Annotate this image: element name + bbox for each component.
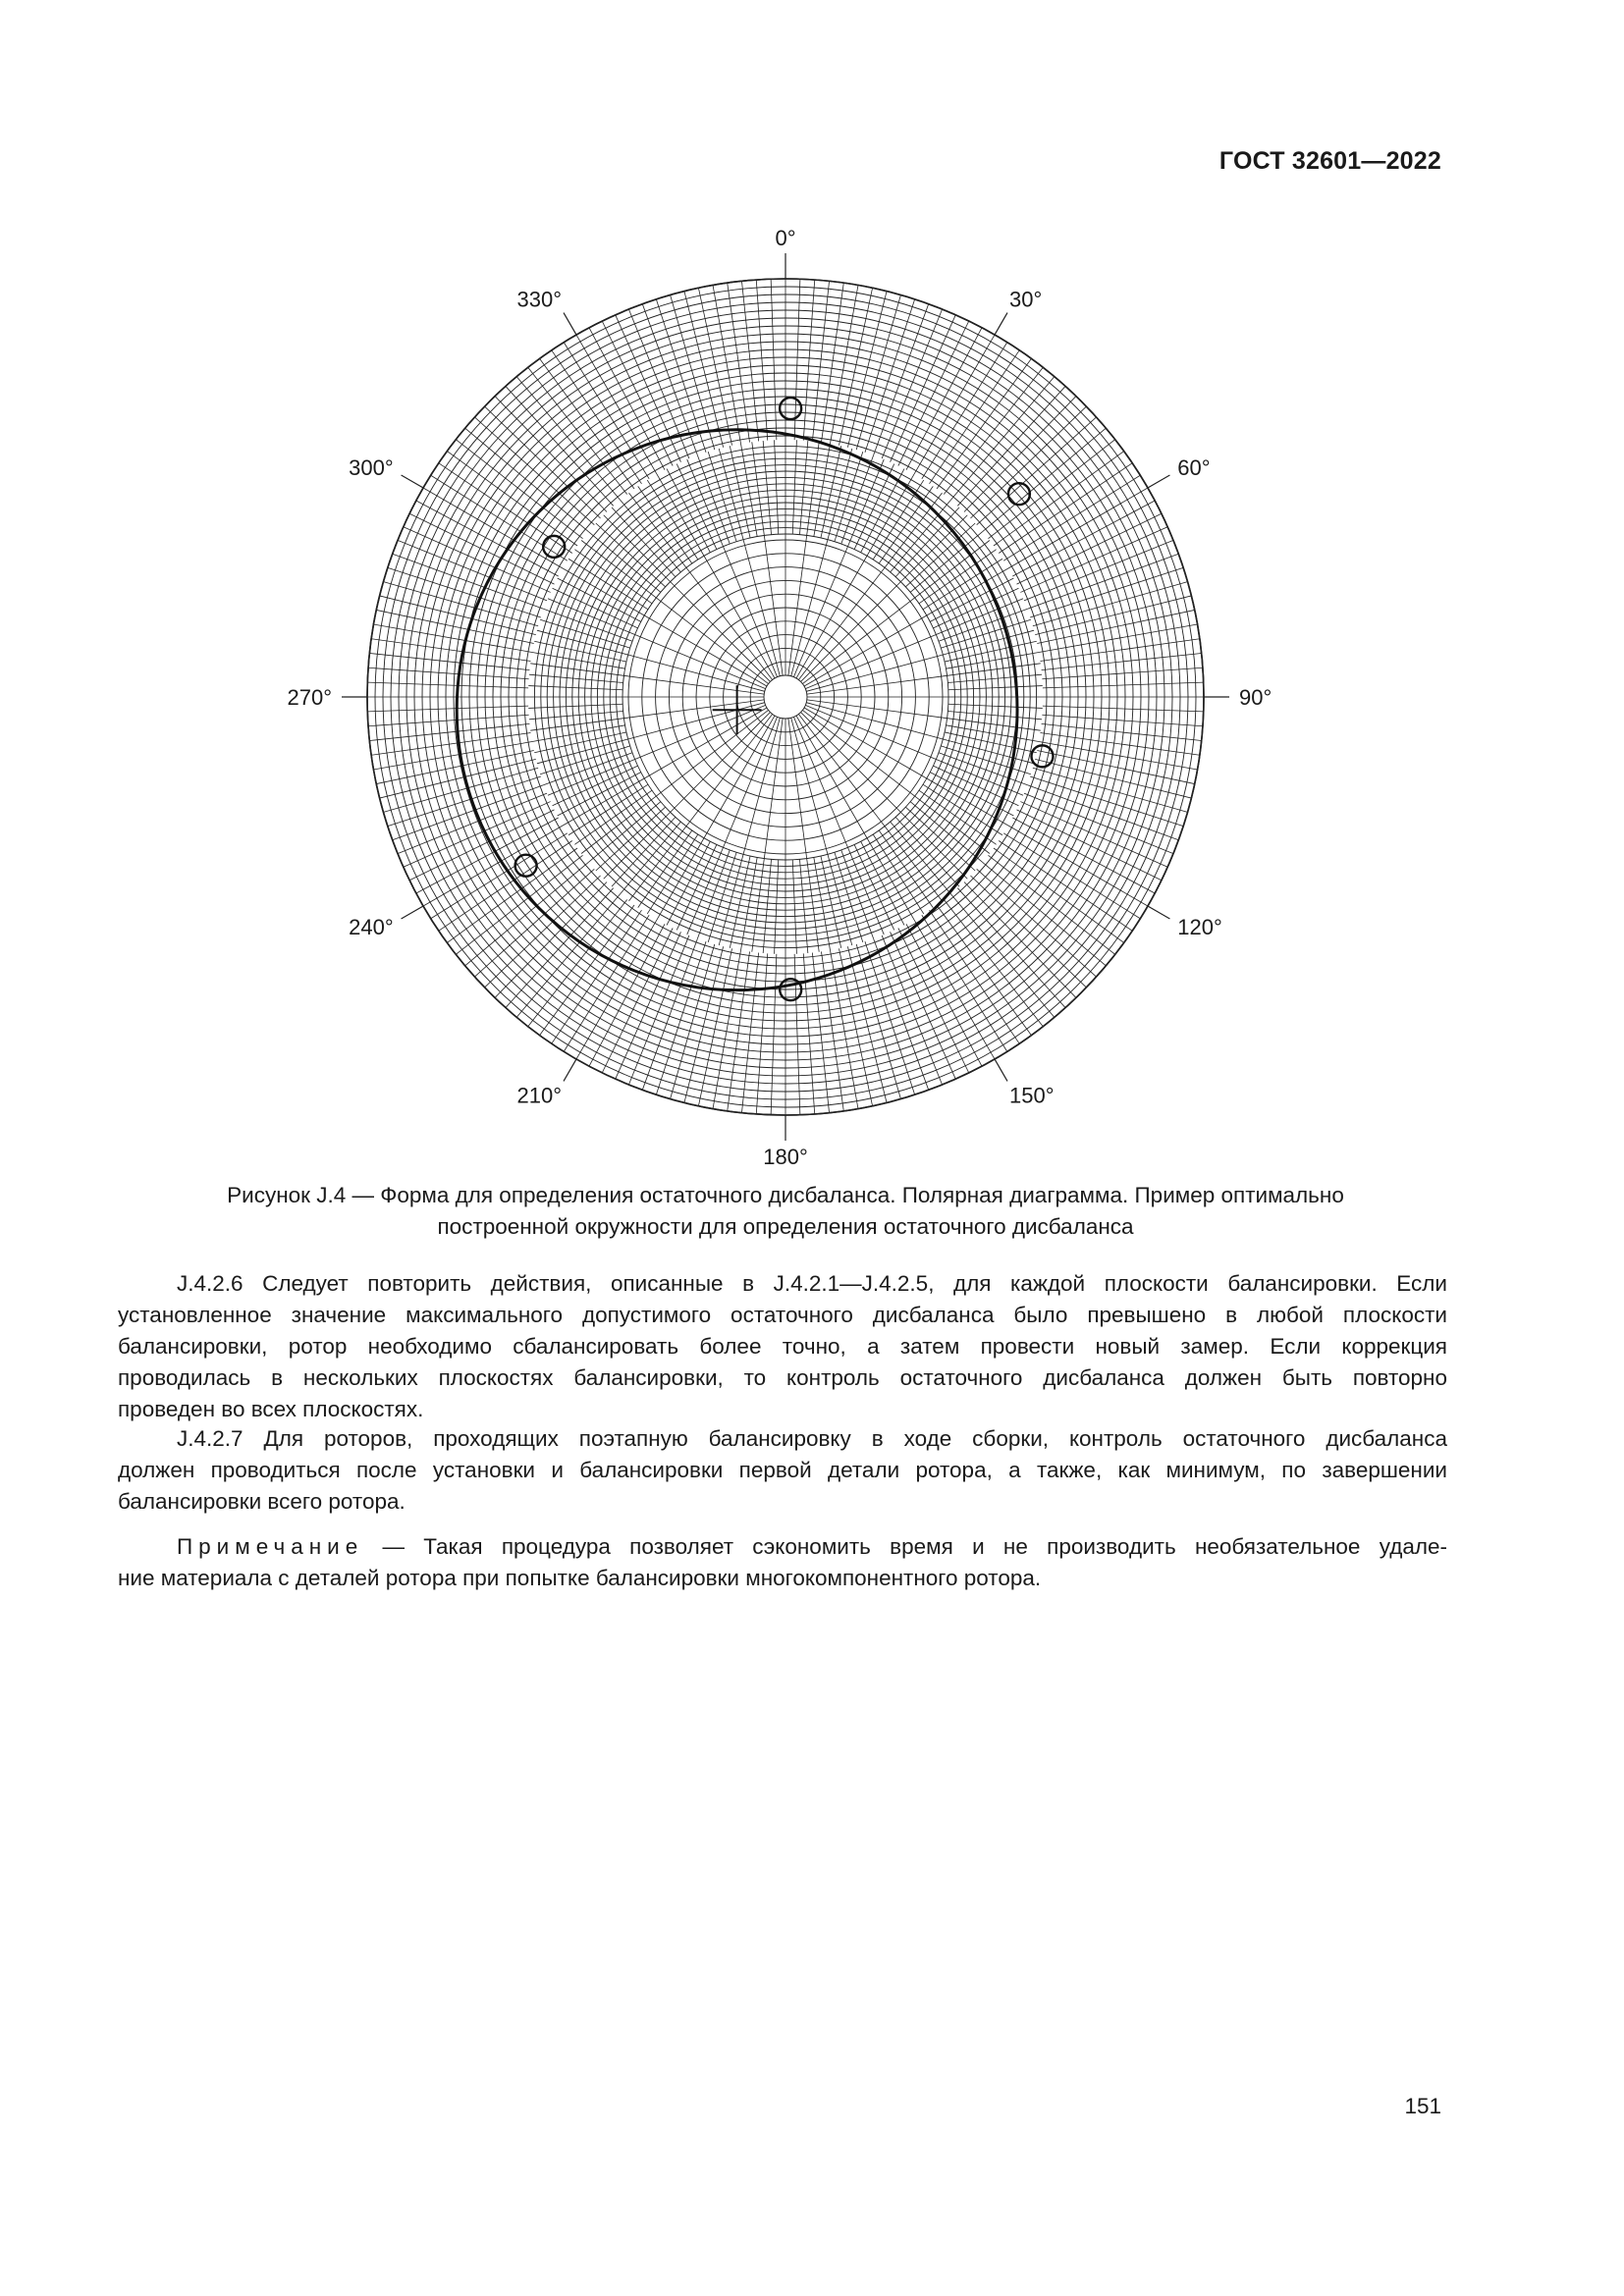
grid-spoke	[657, 474, 704, 556]
standard-header: ГОСТ 32601—2022	[1218, 147, 1441, 175]
figure-caption	[137, 1180, 1434, 1243]
grid-spoke	[798, 714, 885, 826]
angle-tick	[1148, 475, 1170, 488]
grid-spoke	[943, 630, 1034, 655]
grid-spoke	[529, 674, 623, 682]
grid-spoke	[792, 860, 796, 954]
grid-spoke	[516, 377, 620, 501]
grid-spoke	[409, 810, 554, 881]
angle-label-0: 0°	[775, 226, 796, 250]
note-label: Примечание	[177, 1534, 364, 1559]
note-line	[118, 1531, 1447, 1563]
paragraph-line: должен проводиться после установки и балансировки первой детали ротора, а также, как минимум, по завершении	[118, 1458, 1447, 1482]
grid-spoke	[752, 442, 765, 535]
grid-spoke	[947, 664, 1041, 676]
angle-tick	[564, 1059, 576, 1082]
grid-spoke	[807, 675, 947, 694]
grid-ring	[764, 675, 807, 719]
grid-spoke	[686, 567, 773, 679]
grid-spoke	[854, 464, 894, 550]
grid-spoke	[656, 598, 768, 684]
grid-spoke	[947, 719, 1041, 731]
grid-spoke	[589, 328, 665, 470]
trial-point	[543, 536, 565, 558]
grid-spoke	[447, 848, 577, 942]
polar-grid	[367, 279, 1204, 1115]
angle-label-30: 30°	[1009, 287, 1043, 312]
grid-spoke	[803, 953, 814, 1114]
grid-spoke	[558, 773, 641, 816]
grid-spoke	[948, 686, 1043, 690]
grid-spoke	[865, 299, 915, 453]
grid-spoke	[368, 667, 529, 678]
angle-label-180: 180°	[763, 1145, 808, 1169]
angle-label-330: 330°	[516, 287, 562, 312]
grid-spoke	[771, 279, 777, 440]
grid-spoke	[553, 766, 638, 806]
grid-spoke	[638, 830, 692, 908]
grid-spoke	[919, 790, 997, 844]
grid-spoke	[964, 397, 1076, 512]
grid-spoke	[671, 582, 771, 682]
grid-spoke	[1016, 513, 1161, 584]
grid-spoke	[946, 653, 1039, 669]
grid-spoke	[994, 452, 1124, 546]
grid-spoke	[885, 827, 942, 901]
grid-spoke	[764, 719, 783, 859]
grid-spoke	[867, 838, 914, 920]
grid-spoke	[1043, 682, 1204, 688]
grid-spoke	[865, 941, 915, 1095]
grid-spoke	[369, 723, 529, 740]
grid-spoke	[532, 653, 625, 669]
paragraph-line: балансировки всего ротора.	[118, 1489, 406, 1514]
grid-spoke	[719, 854, 743, 945]
grid-spoke	[581, 796, 656, 853]
grid-spoke	[807, 700, 947, 719]
grid-spoke	[764, 535, 783, 675]
grid-spoke	[563, 778, 644, 826]
angle-tick	[402, 906, 424, 919]
grid-spoke	[821, 446, 841, 538]
grid-spoke	[741, 444, 758, 537]
angle-label-210: 210°	[516, 1083, 562, 1108]
grid-spoke	[964, 881, 1076, 997]
grid-spoke	[792, 440, 796, 534]
grid-spoke	[906, 328, 982, 470]
grid-spoke	[799, 859, 807, 953]
grid-spoke	[1043, 706, 1204, 712]
trial-point	[780, 398, 801, 419]
angle-label-300: 300°	[349, 455, 394, 480]
grid-spoke	[719, 449, 743, 540]
grid-spoke	[821, 283, 843, 442]
paragraph-line: J.4.2.6 Следует повторить действия, описанные в J.4.2.1—J.4.2.5, для каждой плоскости балансировки. Если	[177, 1271, 1447, 1296]
grid-spoke	[814, 857, 831, 950]
grid-spoke	[948, 704, 1043, 708]
grid-spoke	[532, 725, 625, 742]
grid-spoke	[528, 686, 623, 690]
grid-spoke	[602, 321, 673, 465]
angle-tick	[995, 1059, 1007, 1082]
caption-line-1: Рисунок J.4 — Форма для определения остаточного дисбаланса. Полярная диаграмма. Пример оптимально	[227, 1183, 1344, 1207]
paragraph-line: балансировки, ротор необходимо сбалансировать более точно, а затем провести новый замер. Если коррекция	[118, 1334, 1447, 1359]
grid-spoke	[409, 513, 554, 584]
grid-spoke	[629, 493, 686, 567]
grid-spoke	[563, 568, 644, 615]
grid-spoke	[741, 281, 758, 441]
grid-spoke	[530, 664, 623, 676]
grid-spoke	[656, 710, 768, 796]
grid-spoke	[369, 653, 529, 669]
grid-spoke	[574, 790, 652, 844]
grid-spoke	[927, 568, 1008, 615]
grid-spoke	[667, 469, 710, 553]
grid-spoke	[558, 578, 641, 621]
angle-tick	[995, 313, 1007, 336]
grid-spoke	[861, 841, 904, 925]
grid-spoke	[915, 796, 990, 853]
grid-spoke	[677, 844, 717, 930]
grid-spoke	[771, 954, 777, 1115]
grid-spoke	[812, 281, 829, 441]
grid-spoke	[794, 954, 800, 1115]
grid-spoke	[879, 486, 933, 563]
grid-spoke	[741, 857, 758, 950]
grid-spoke	[728, 951, 750, 1110]
grid-spoke	[828, 449, 852, 540]
grid-spoke	[581, 541, 656, 598]
paragraph-line: проведен во всех плоскостях.	[118, 1397, 424, 1421]
grid-spoke	[371, 732, 530, 755]
paragraph-line: J.4.2.7 Для роторов, проходящих поэтапную балансировку в ходе сборки, контроль остаточного дисбаланса	[177, 1426, 1447, 1451]
grid-spoke	[798, 567, 885, 679]
grid-spoke	[574, 550, 652, 604]
paragraph-line: установленное значение максимального допустимого остаточного дисбаланса было превышено в любой плоскости	[118, 1303, 1447, 1327]
grid-spoke	[485, 406, 601, 518]
grid-spoke	[1030, 776, 1183, 827]
grid-spoke	[828, 854, 852, 945]
grid-spoke	[983, 428, 1107, 531]
grid-spoke	[950, 894, 1054, 1018]
grid-spoke	[367, 682, 528, 688]
grid-spoke	[752, 859, 765, 952]
grid-spoke	[994, 848, 1124, 942]
grid-spoke	[788, 535, 807, 675]
angle-tick	[402, 475, 424, 488]
grid-spoke	[540, 358, 634, 489]
grid-spoke	[937, 358, 1031, 489]
grid-spoke	[1012, 501, 1155, 576]
grid-spoke	[540, 905, 634, 1036]
grid-spoke	[802, 710, 914, 796]
grid-spoke	[589, 924, 665, 1066]
grid-spoke	[656, 299, 706, 453]
angle-label-120: 120°	[1177, 915, 1222, 939]
grid-spoke	[775, 860, 779, 954]
grid-spoke	[1016, 810, 1161, 881]
grid-spoke	[629, 827, 686, 901]
grid-spoke	[671, 713, 771, 813]
grid-spoke	[529, 711, 623, 719]
grid-spoke	[657, 838, 704, 920]
grid-spoke	[1012, 818, 1155, 893]
angle-labels	[287, 226, 1272, 1169]
grid-spoke	[814, 444, 831, 537]
grid-spoke	[970, 876, 1086, 988]
grid-spoke	[728, 283, 750, 442]
grid-spoke	[495, 397, 607, 512]
angle-tick	[1148, 906, 1170, 919]
grid-spoke	[756, 953, 767, 1114]
note-text: — Такая процедура позволяет сэкономить время и не производить необязательное удале-	[363, 1534, 1447, 1559]
grid-spoke	[1042, 723, 1202, 740]
grid-spoke	[1040, 732, 1199, 755]
polar-diagram	[275, 218, 1296, 1170]
polar-diagram-figure	[275, 218, 1296, 1170]
grid-spoke	[534, 641, 626, 662]
grid-spoke	[686, 714, 773, 826]
grid-spoke	[495, 881, 607, 997]
caption-line-2: построенной окружности для определения остаточного дисбаланса	[437, 1214, 1134, 1239]
grid-spoke	[945, 641, 1037, 662]
paragraph-j4-2-6	[118, 1268, 1447, 1425]
grid-spoke	[416, 818, 559, 893]
grid-spoke	[447, 452, 577, 546]
chart-marks	[457, 398, 1053, 1000]
angle-label-90: 90°	[1239, 685, 1272, 710]
trial-point	[1032, 745, 1054, 767]
grid-spoke	[638, 486, 692, 563]
grid-spoke	[801, 582, 901, 682]
angle-label-240: 240°	[349, 915, 394, 939]
grid-spoke	[970, 406, 1086, 518]
grid-spoke	[854, 844, 894, 930]
grid-spoke	[775, 440, 779, 534]
page-number: 151	[1404, 2094, 1441, 2118]
grid-spoke	[371, 639, 530, 662]
grid-spoke	[906, 924, 982, 1066]
grid-spoke	[465, 862, 589, 965]
grid-spoke	[1042, 667, 1203, 678]
grid-spoke	[623, 675, 764, 694]
note-paragraph	[118, 1531, 1447, 1594]
grid-spoke	[943, 739, 1034, 764]
grid-spoke	[730, 446, 750, 538]
grid-spoke	[528, 704, 623, 708]
grid-spoke	[898, 928, 969, 1072]
grid-spoke	[803, 280, 814, 441]
angle-label-270: 270°	[287, 685, 332, 710]
grid-spoke	[763, 859, 771, 953]
grid-spoke	[465, 428, 589, 531]
grid-spoke	[1042, 653, 1202, 669]
grid-spoke	[945, 732, 1037, 753]
grid-spoke	[537, 739, 628, 764]
grid-spoke	[799, 441, 807, 535]
grid-spoke	[802, 598, 914, 684]
grid-spoke	[388, 567, 541, 617]
grid-spoke	[756, 280, 767, 441]
grid-spoke	[947, 711, 1042, 719]
paragraph-line: проводилась в нескольких плоскостях балансировки, то контроль остаточного дисбаланса должен быть повторно	[118, 1365, 1447, 1390]
grid-spoke	[763, 441, 771, 535]
grid-spoke	[1040, 639, 1199, 662]
grid-spoke	[937, 905, 1031, 1036]
grid-spoke	[821, 856, 841, 948]
grid-spoke	[485, 876, 601, 988]
grid-spoke	[534, 732, 626, 753]
grid-spoke	[933, 588, 1018, 628]
grid-spoke	[801, 713, 901, 813]
grid-spoke	[983, 862, 1107, 965]
grid-spoke	[930, 773, 1013, 816]
grid-spoke	[553, 588, 638, 628]
grid-spoke	[368, 715, 529, 725]
grid-spoke	[730, 856, 750, 948]
paragraph-j4-2-7	[118, 1423, 1447, 1518]
grid-spoke	[1030, 567, 1183, 617]
grid-spoke	[667, 841, 710, 925]
grid-spoke	[950, 377, 1054, 501]
grid-spoke	[885, 493, 942, 567]
grid-spoke	[879, 830, 933, 908]
grid-spoke	[367, 706, 528, 712]
grid-spoke	[677, 464, 717, 550]
grid-spoke	[947, 674, 1042, 682]
grid-spoke	[656, 941, 706, 1095]
angle-tick	[564, 313, 576, 336]
grid-spoke	[788, 719, 807, 859]
angle-label-60: 60°	[1177, 455, 1211, 480]
grid-spoke	[1042, 715, 1203, 725]
grid-spoke	[388, 776, 541, 827]
grid-spoke	[807, 442, 820, 535]
grid-spoke	[530, 719, 623, 731]
grid-spoke	[741, 953, 758, 1113]
grid-spoke	[807, 859, 820, 952]
angle-label-150: 150°	[1009, 1083, 1055, 1108]
grid-spoke	[537, 630, 628, 655]
grid-spoke	[946, 725, 1039, 742]
grid-spoke	[898, 321, 969, 465]
grid-spoke	[602, 928, 673, 1072]
note-line: ние материала с деталей ротора при попытке балансировки многокомпонентного ротора.	[118, 1566, 1042, 1590]
